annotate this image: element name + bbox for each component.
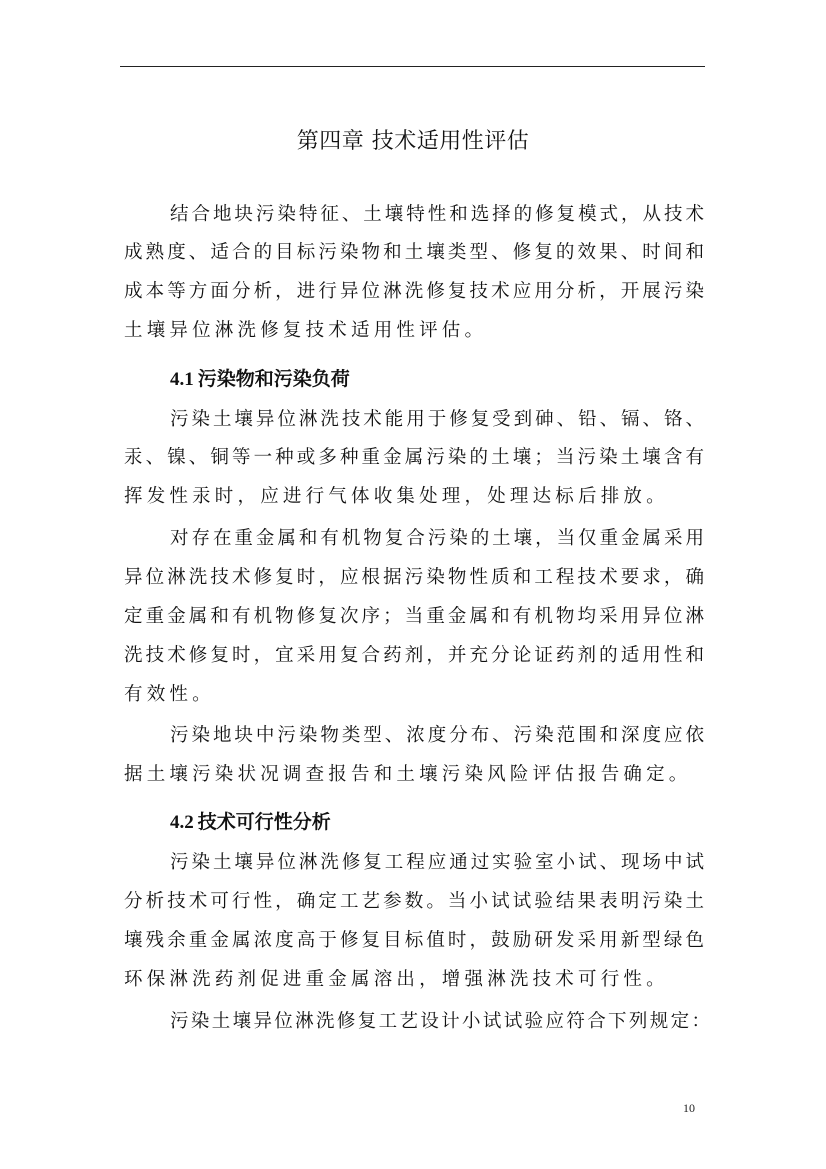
text-line: 污染土壤异位淋洗修复工程应通过实验室小试、现场中试 <box>170 852 704 873</box>
section-heading-4-1 <box>170 366 350 393</box>
text-line: 分析技术可行性，确定工艺参数。当小试试验结果表明污染土 <box>124 891 704 912</box>
header-rule <box>120 66 705 67</box>
section-heading-4-2 <box>170 809 331 836</box>
text-line: 污染地块中污染物类型、浓度分布、污染范围和深度应依 <box>170 725 704 746</box>
text-line: 汞、镍、铜等一种或多种重金属污染的土壤；当污染土壤含有 <box>124 447 704 468</box>
chapter-title: 第四章 技术适用性评估 <box>296 129 530 154</box>
text-line: 环保淋洗药剂促进重金属溶出，增强淋洗技术可行性。 <box>124 969 669 990</box>
text-line: 成熟度、适合的目标污染物和土壤类型、修复的效果、时间和 <box>124 242 704 263</box>
text-line: 结合地块污染特征、土壤特性和选择的修复模式，从技术 <box>170 204 704 225</box>
text-line: 有效性。 <box>124 684 215 705</box>
text-line: 异位淋洗技术修复时，应根据污染物性质和工程技术要求，确 <box>124 567 704 588</box>
page-number: 10 <box>683 1101 695 1115</box>
text-line: 定重金属和有机物修复次序；当重金属和有机物均采用异位淋 <box>124 606 704 627</box>
section-number: 4.1 <box>170 369 194 390</box>
text-line: 对存在重金属和有机物复合污染的土壤，当仅重金属采用 <box>170 528 704 549</box>
section-number: 4.2 <box>170 812 194 833</box>
text-line: 土壤异位淋洗修复技术适用性评估。 <box>124 320 488 341</box>
text-line: 壤残余重金属浓度高于修复目标值时，鼓励研发采用新型绿色 <box>124 930 704 951</box>
text-line: 污染土壤异位淋洗修复工艺设计小试试验应符合下列规定： <box>170 1011 710 1032</box>
text-line: 洗技术修复时，宜采用复合药剂，并充分论证药剂的适用性和 <box>124 645 704 666</box>
text-line: 成本等方面分析，进行异位淋洗修复技术应用分析，开展污染 <box>124 281 704 302</box>
text-line: 污染土壤异位淋洗技术能用于修复受到砷、铅、镉、铬、 <box>170 409 704 430</box>
section-title: 技术可行性分析 <box>197 811 331 833</box>
text-line: 挥发性汞时，应进行气体收集处理，处理达标后排放。 <box>124 486 669 507</box>
section-title: 污染物和污染负荷 <box>197 368 350 390</box>
text-line: 据土壤污染状况调查报告和土壤污染风险评估报告确定。 <box>124 764 692 785</box>
